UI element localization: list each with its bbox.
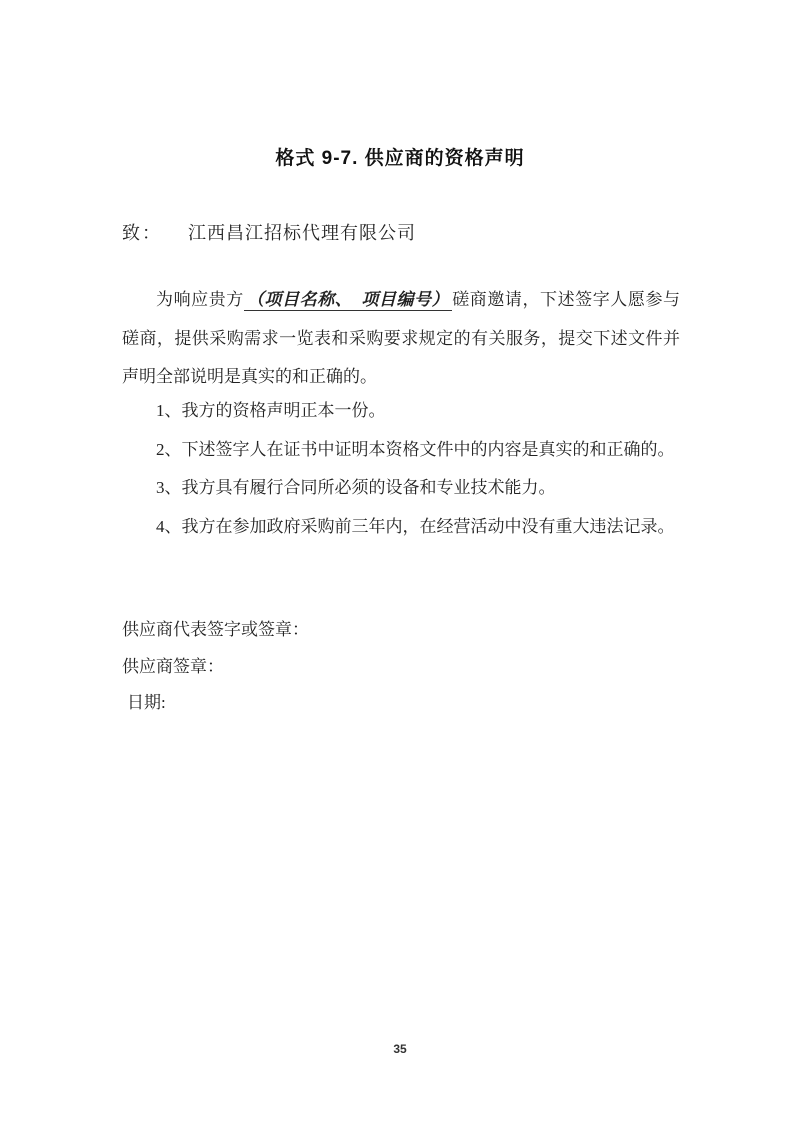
signature-block	[122, 612, 309, 722]
page-title: 格式 9-7. 供应商的资格声明	[275, 148, 525, 169]
intro-paragraph-prefix: 为响应贵方	[156, 290, 244, 309]
declaration-item-2: 2、下述签字人在证书中证明本资格文件中的内容是真实的和正确的。	[156, 439, 675, 459]
intro-paragraph	[122, 281, 680, 397]
declaration-item-3: 3、我方具有履行合同所必须的设备和专业技术能力。	[156, 478, 556, 498]
representative-signature-line: 供应商代表签字或签章：	[122, 620, 309, 639]
page-number: 35	[393, 1042, 407, 1056]
project-name-number-blank: （项目名称、 项目编号）	[244, 290, 452, 311]
declaration-list	[122, 392, 692, 547]
date-line: 日期:	[127, 693, 166, 713]
salutation-line	[122, 219, 416, 245]
declaration-item-4: 4、我方在参加政府采购前三年内，在经营活动中没有重大违法记录。	[156, 517, 675, 537]
intro-paragraph-suffix: 磋商邀请，下述签字人愿参与磋商，提供采购需求一览表和采购要求规定的有关服务，提交下述文件并声明全部说明是真实的和正确的。	[122, 290, 681, 387]
salutation-recipient: 江西昌江招标代理有限公司	[188, 223, 416, 243]
supplier-seal-line: 供应商签章：	[122, 656, 224, 676]
salutation-label: 致：	[122, 223, 162, 243]
declaration-item-1: 1、我方的资格声明正本一份。	[156, 401, 386, 420]
